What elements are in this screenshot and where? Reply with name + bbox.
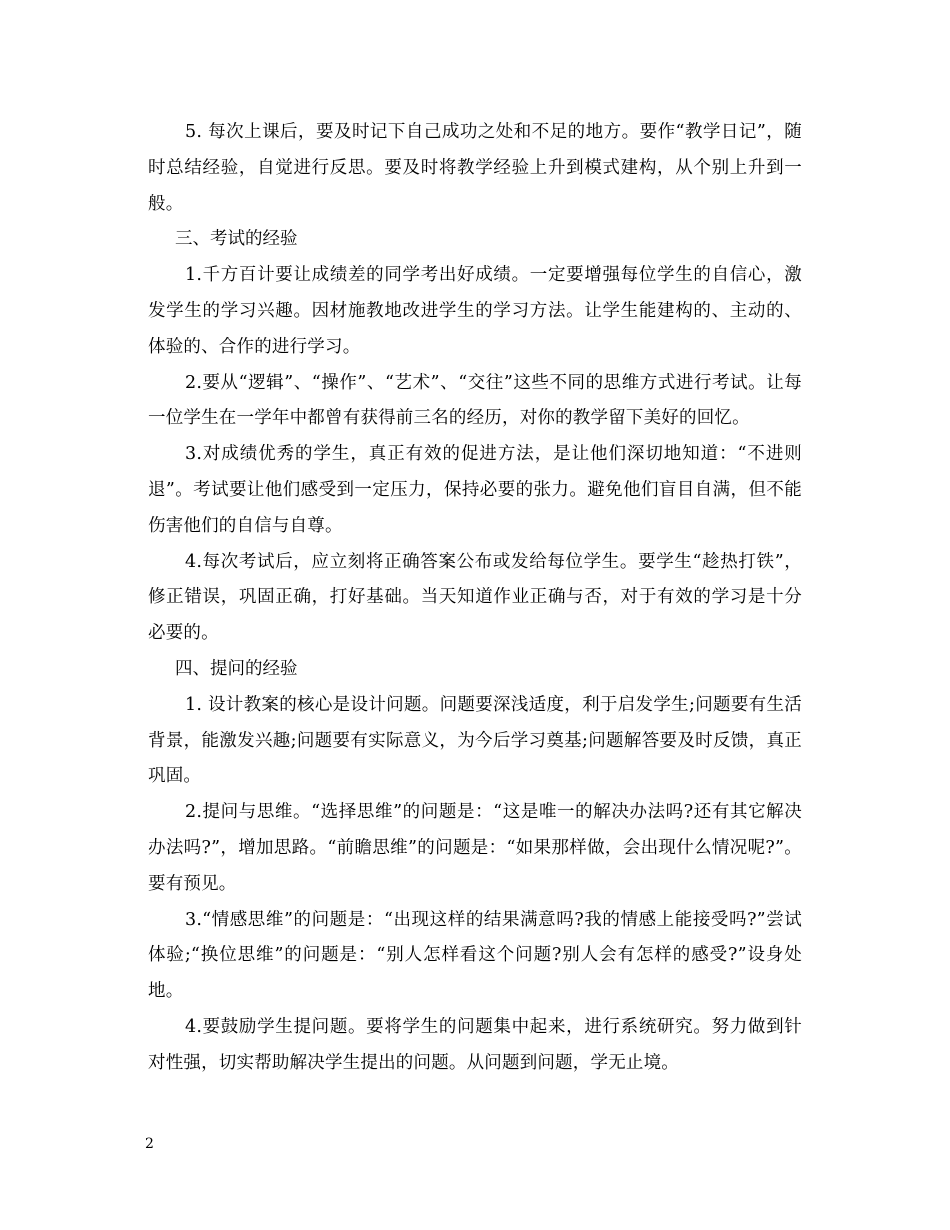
paragraph-exam-4: 4.每次考试后，应立刻将正确答案公布或发给每位学生。要学生“趁热打铁”，修正错误，巩固正确，打好基础。当天知道作业正确与否，对于有效的学习是十分必要的。 bbox=[148, 551, 802, 644]
paragraph-questioning-1: 1. 设计教案的核心是设计问题。问题要深浅适度，利于启发学生;问题要有生活背景，能激发兴趣;问题要有实际意义，为今后学习奠基;问题解答要及时反馈，真正巩固。 bbox=[148, 694, 802, 787]
paragraph-questioning-3: 3.“情感思维”的问题是：“出现这样的结果满意吗?我的情感上能接受吗?”尝试体验;“换位思维”的问题是：“别人怎样看这个问题?别人会有怎样的感受?”设身处地。 bbox=[148, 909, 802, 1002]
paragraph-exam-3: 3.对成绩优秀的学生，真正有效的促进方法，是让他们深切地知道：“不进则退”。考试要让他们感受到一定压力，保持必要的张力。避免他们盲目自满，但不能伤害他们的自信与自尊。 bbox=[148, 444, 802, 536]
section-heading-exam: 三、考试的经验 bbox=[175, 229, 298, 250]
paragraph-questioning-4: 4.要鼓励学生提问题。要将学生的问题集中起来，进行系统研究。努力做到针对性强，切实帮助解决学生提出的问题。从问题到问题，学无止境。 bbox=[148, 1016, 802, 1073]
paragraph-exam-1: 1.千方百计要让成绩差的同学考出好成绩。一定要增强每位学生的自信心，激发学生的学习兴趣。因材施教地改进学生的学习方法。让学生能建构的、主动的、体验的、合作的进行学习。 bbox=[148, 265, 802, 357]
body-text bbox=[148, 115, 802, 1082]
paragraph-exam-2: 2.要从“逻辑”、“操作”、“艺术”、“交往”这些不同的思维方式进行考试。让每一位学生在一学年中都曾有获得前三名的经历，对你的教学留下美好的回忆。 bbox=[148, 372, 802, 429]
page-number: 2 bbox=[145, 1136, 154, 1152]
paragraph-questioning-2: 2.提问与思维。“选择思维”的问题是：“这是唯一的解决办法吗?还有其它解决办法吗?”，增加思路。“前瞻思维”的问题是：“如果那样做，会出现什么情况呢?”。要有预见。 bbox=[148, 802, 802, 894]
section-heading-questioning: 四、提问的经验 bbox=[175, 658, 298, 679]
paragraph-reflection: 5. 每次上课后，要及时记下自己成功之处和不足的地方。要作“教学日记”，随时总结经验，自觉进行反思。要及时将教学经验上升到模式建构，从个别上升到一般。 bbox=[148, 122, 802, 214]
